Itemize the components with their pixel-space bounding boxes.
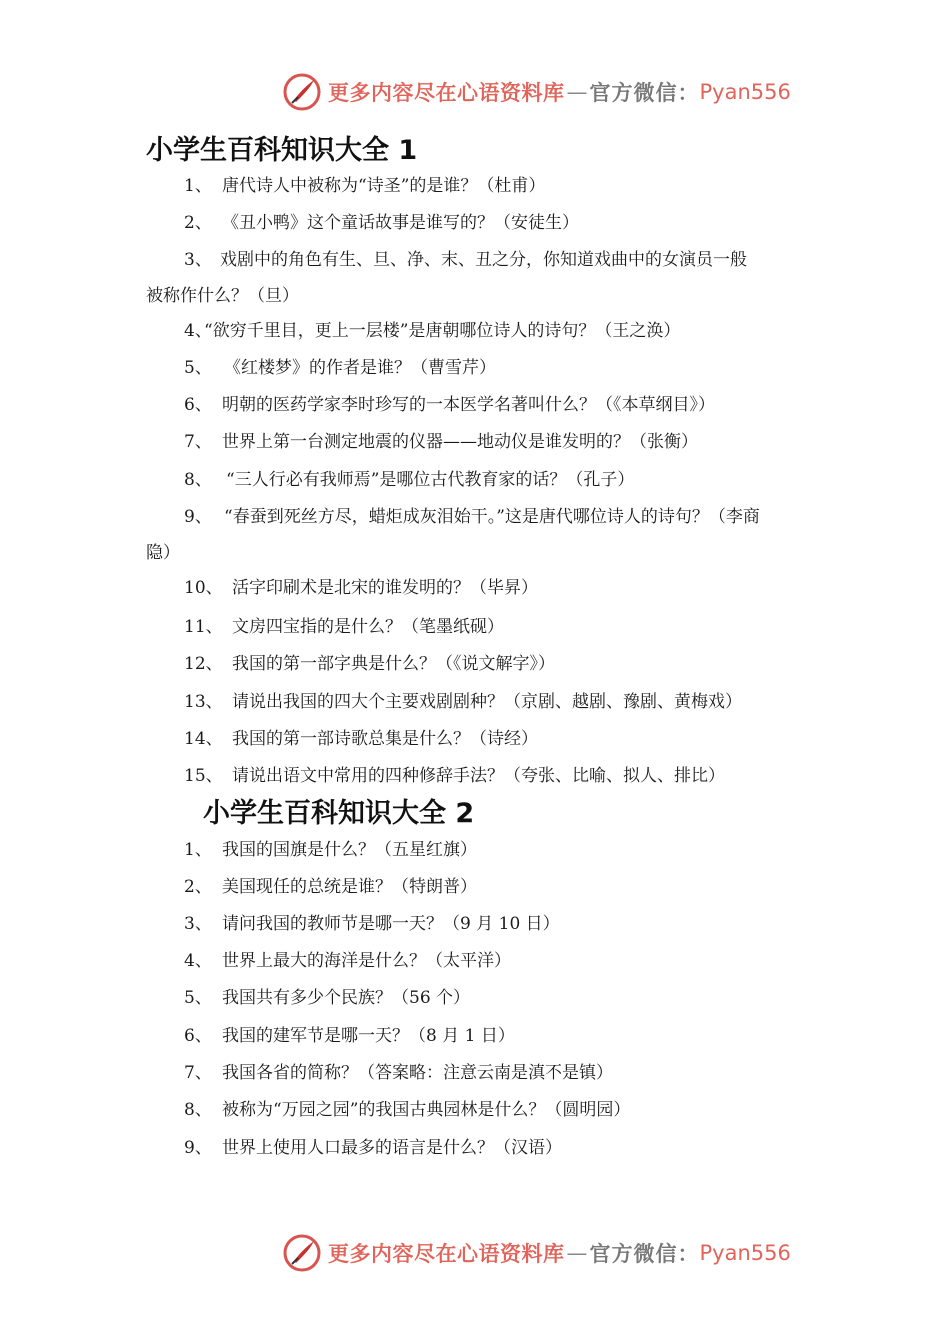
item-number: 3、 <box>184 250 212 270</box>
item-number: 1、 <box>184 176 212 196</box>
item-number: 8、 <box>184 470 212 490</box>
banner-slogan: 更多内容尽在心语资料库 <box>328 1242 565 1266</box>
item-text: 我国共有多少个民族？（56 个） <box>222 988 471 1008</box>
item-text: 请问我国的教师节是哪一天？（9 月 10 日） <box>222 914 560 934</box>
s1-item-7 <box>184 424 698 460</box>
item-number: 11、 <box>184 617 223 637</box>
section2-title: 小学生百科知识大全 2 <box>203 798 475 829</box>
s1-item-9 <box>146 499 760 563</box>
s1-item-13 <box>184 684 742 720</box>
s1-item-2 <box>184 205 579 241</box>
s2-item-5 <box>184 980 470 1016</box>
item-number: 7、 <box>184 432 212 452</box>
item-text: 世界上最大的海洋是什么？（太平洋） <box>222 951 511 971</box>
item-number: 15、 <box>184 766 223 786</box>
s1-item-11 <box>184 609 504 645</box>
quill-logo-icon <box>282 1233 322 1273</box>
item-text: 请说出我国的四大个主要戏剧剧种？（京剧、越剧、豫剧、黄梅戏） <box>232 692 742 712</box>
item-number: 6、 <box>184 1026 212 1046</box>
s2-item-2 <box>184 869 477 905</box>
item-number: 8、 <box>184 1100 212 1120</box>
item-number: 7、 <box>184 1063 212 1083</box>
item-number: 5、 <box>184 358 212 378</box>
item-text: 《红楼梦》的作者是谁？（曹雪芹） <box>224 358 496 378</box>
item-text: 请说出语文中常用的四种修辞手法？（夸张、比喻、拟人、排比） <box>232 766 725 786</box>
banner-wechat-id: Pyan556 <box>699 1241 791 1265</box>
item-text: 我国各省的简称？（答案略：注意云南是滇不是镇） <box>222 1063 613 1083</box>
item-text: 文房四宝指的是什么？（笔墨纸砚） <box>232 617 504 637</box>
banner-slogan: 更多内容尽在心语资料库 <box>328 81 565 105</box>
item-number: 6、 <box>184 395 212 415</box>
item-text: 活字印刷术是北宋的谁发明的？（毕昇） <box>232 578 538 598</box>
banner-wechat-label: 官方微信： <box>589 1242 700 1266</box>
item-text: 美国现任的总统是谁？（特朗普） <box>222 877 477 897</box>
banner-wechat-label: 官方微信： <box>589 81 700 105</box>
item-number: 4、 <box>184 951 212 971</box>
item-text: “三人行必有我师焉”是哪位古代教育家的话？（孔子） <box>226 470 635 490</box>
s1-item-1 <box>184 168 545 204</box>
quill-logo-icon <box>282 72 322 112</box>
banner-wechat-id: Pyan556 <box>699 80 791 104</box>
s2-item-8 <box>184 1092 630 1128</box>
banner-dash: — <box>566 80 588 104</box>
item-text: 世界上第一台测定地震的仪器——地动仪是谁发明的？（张衡） <box>222 432 698 452</box>
footer-banner <box>282 1233 791 1273</box>
s1-item-14 <box>184 721 538 757</box>
item-number: 9、 <box>184 1138 212 1158</box>
item-number: 4、 <box>184 321 212 341</box>
item-number: 14、 <box>184 729 223 749</box>
s1-item-4 <box>184 313 680 349</box>
header-banner <box>282 72 791 112</box>
item-number: 13、 <box>184 692 223 712</box>
item-text: 我国的建军节是哪一天？（8 月 1 日） <box>222 1026 515 1046</box>
s2-item-9 <box>184 1130 562 1166</box>
item-number: 2、 <box>184 877 212 897</box>
banner-dash: — <box>566 1241 588 1265</box>
s1-item-6 <box>184 387 715 423</box>
item-number: 9、 <box>184 507 212 527</box>
s1-item-12 <box>184 646 555 682</box>
item-text: 我国的第一部诗歌总集是什么？（诗经） <box>232 729 538 749</box>
s1-item-10 <box>184 570 538 606</box>
item-text: 我国的国旗是什么？（五星红旗） <box>222 840 477 860</box>
s2-item-6 <box>184 1018 515 1054</box>
item-text: “欲穷千里目，更上一层楼”是唐朝哪位诗人的诗句？（王之涣） <box>204 321 681 341</box>
item-text: 《丑小鸭》这个童话故事是谁写的？（安徒生） <box>222 213 579 233</box>
s1-item-5 <box>184 350 496 386</box>
item-number: 3、 <box>184 914 212 934</box>
s1-item-3 <box>146 242 747 306</box>
s2-item-3 <box>184 906 560 942</box>
item-number: 12、 <box>184 654 223 674</box>
item-text: 世界上使用人口最多的语言是什么？（汉语） <box>222 1138 562 1158</box>
s1-item-8 <box>184 462 634 498</box>
item-text: 唐代诗人中被称为“诗圣”的是谁？（杜甫） <box>222 176 546 196</box>
section1-title: 小学生百科知识大全 1 <box>146 135 418 166</box>
item-continuation: 被称作什么？（旦） <box>146 286 299 306</box>
item-number: 2、 <box>184 213 212 233</box>
item-continuation: 隐） <box>146 543 180 563</box>
item-number: 5、 <box>184 988 212 1008</box>
s1-item-15 <box>184 758 725 794</box>
item-text: “春蚕到死丝方尽，蜡炬成灰泪始干。”这是唐代哪位诗人的诗句？（李商 <box>224 507 760 527</box>
s2-item-1 <box>184 832 477 868</box>
item-number: 1、 <box>184 840 212 860</box>
item-text: 被称为“万园之园”的我国古典园林是什么？（圆明园） <box>222 1100 631 1120</box>
item-text: 戏剧中的角色有生、旦、净、末、丑之分，你知道戏曲中的女演员一般 <box>220 250 747 270</box>
item-text: 我国的第一部字典是什么？（《说文解字》） <box>232 654 555 674</box>
s2-item-7 <box>184 1055 613 1091</box>
item-text: 明朝的医药学家李时珍写的一本医学名著叫什么？（《本草纲目》） <box>222 395 715 415</box>
item-number: 10、 <box>184 578 223 598</box>
s2-item-4 <box>184 943 511 979</box>
